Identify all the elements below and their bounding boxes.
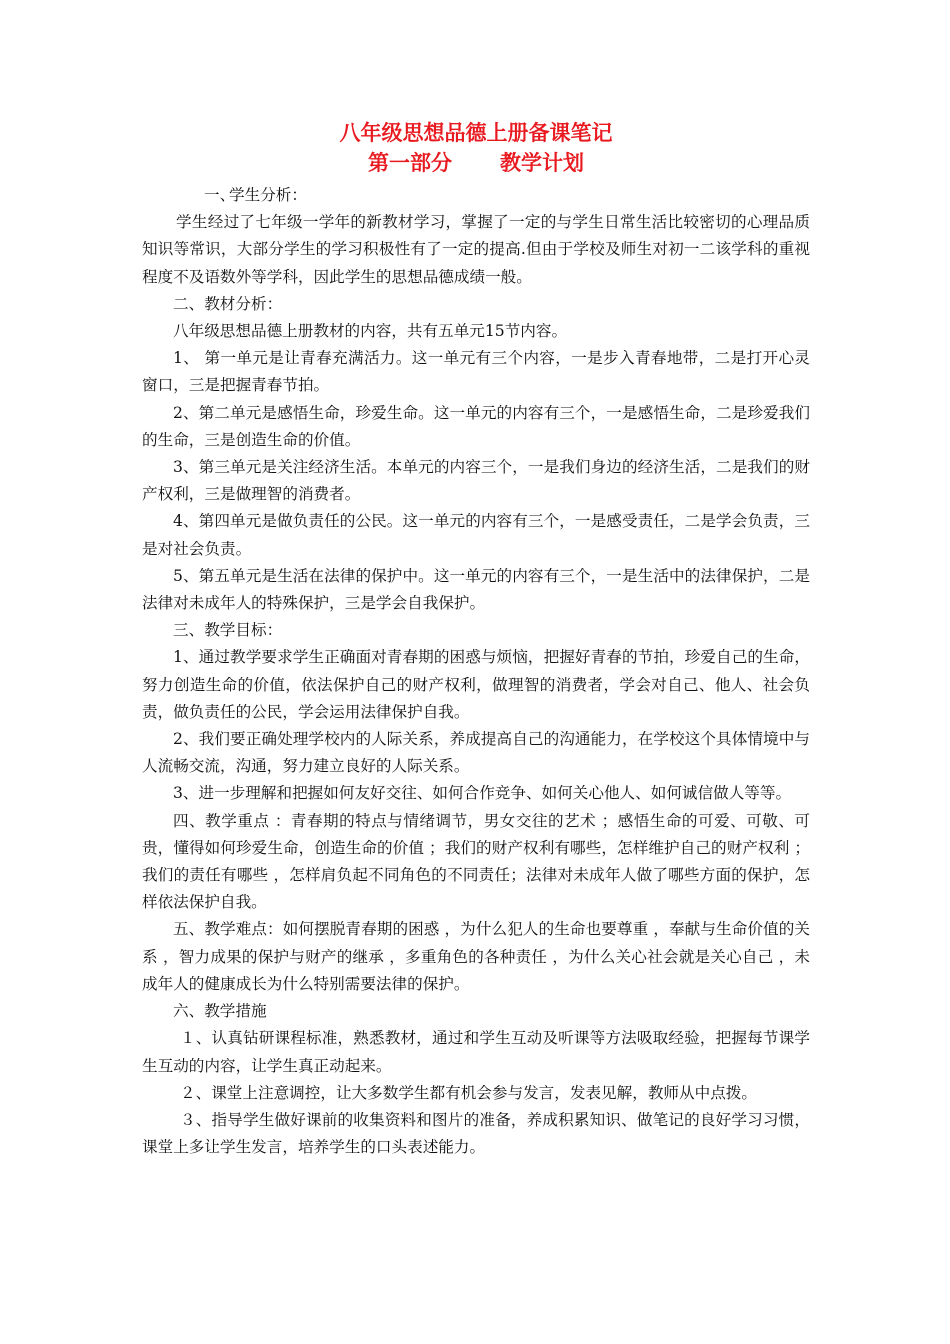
subtitle-topic: 教学计划 bbox=[500, 150, 584, 175]
section-3-item-1: 1、通过教学要求学生正确面对青春期的困惑与烦恼，把握好青春的节拍，珍爱自己的生命，努力创造生命的价值，依法保护自己的财产权利，做理智的消费者，学会对自己、他人、社会负责，做负责任的公民，学会运用法律保护自我。 bbox=[142, 648, 810, 721]
section-4-paragraph: 四、教学重点 ：青春期的特点与情绪调节，男女交往的艺术 ；感悟生命的可爱、可敬、可贵，懂得如何珍爱生命，创造生命的价值 ；我们的财产权利有哪些，怎样维护自己的财产权利 ；我们的责任有哪些 ，怎样肩负起不同角色的不同责任；法律对未成年人做了哪些方面的保护，怎样依法保护自我。 bbox=[142, 811, 810, 912]
section-5-paragraph: 五、教学难点：如何摆脱青春期的困惑 ，为什么犯人的生命也要尊重 ，奉献与生命价值的关系 ，智力成果的保护与财产的继承 ，多重角色的各种责任 ，为什么关心社会就是关心自己 ，未成年人的健康成长为什么特别需要法律的保护。 bbox=[142, 920, 810, 993]
section-6-item-3: ３、指导学生做好课前的收集资料和图片的准备，养成积累知识、做笔记的良好学习习惯，课堂上多让学生发言，培养学生的口头表述能力。 bbox=[142, 1110, 810, 1157]
section-1-title: 学生分析： bbox=[229, 186, 307, 204]
section-6-item-2: ２、课堂上注意调控，让大多数学生都有机会参与发言，发表见解，教师从中点拨。 bbox=[180, 1083, 757, 1102]
section-3-item-2: 2、我们要正确处理学校内的人际关系，养成提高自己的沟通能力，在学校这个具体情境中与人流畅交流，沟通，努力建立良好的人际关系。 bbox=[142, 730, 810, 776]
doc-title: 八年级思想品德上册备课笔记 bbox=[339, 120, 613, 145]
section-2-intro: 八年级思想品德上册教材的内容，共有五单元15节内容。 bbox=[173, 322, 568, 341]
document-page bbox=[142, 118, 810, 1161]
section-2-item-2: 2、第二单元是感悟生命，珍爱生命。这一单元的内容有三个，一是感悟生命，二是珍爱我们的生命，三是创造生命的价值。 bbox=[142, 403, 810, 449]
section-1-heading bbox=[142, 182, 810, 209]
subtitle-part: 第一部分 bbox=[368, 150, 452, 175]
section-1-paragraph: 学生经过了七年级一学年的新教材学习，掌握了一定的与学生日常生活比较密切的心理品质知识等常识，大部分学生的学习积极性有了一定的提高.但由于学校及师生对初一二该学科的重视程度不及语数外等学科，因此学生的思想品德成绩一般。 bbox=[142, 213, 810, 286]
section-6-heading: 六、教学措施 bbox=[173, 1002, 267, 1021]
section-3-item-3: 3、进一步理解和把握如何友好交往、如何合作竞争、如何关心他人、如何诚信做人等等。 bbox=[173, 784, 792, 803]
section-2-item-1: 1、 第一单元是让青春充满活力。这一单元有三个内容，一是步入青春地带，二是打开心灵窗口，三是把握青春节拍。 bbox=[142, 349, 810, 395]
section-2-item-5: 5、第五单元是生活在法律的保护中。这一单元的内容有三个，一是生活中的法律保护，二是法律对未成年人的特殊保护，三是学会自我保护。 bbox=[142, 566, 810, 613]
section-2-item-4: 4、第四单元是做负责任的公民。这一单元的内容有三个，一是感受责任，二是学会负责，三是对社会负责。 bbox=[142, 512, 810, 558]
section-2-heading: 二、教材分析： bbox=[173, 294, 283, 313]
section-2-item-3: 3、第三单元是关注经济生活。本单元的内容三个，一是我们身边的经济生活，二是我们的财产权利，三是做理智的消费者。 bbox=[142, 458, 810, 504]
section-1-number: 一、 bbox=[204, 186, 236, 204]
doc-subtitle bbox=[142, 148, 810, 178]
section-6-item-1: １、认真钻研课程标准，熟悉教材，通过和学生互动及听课等方法吸取经验，把握每节课学生互动的内容，让学生真正动起来。 bbox=[142, 1029, 810, 1075]
section-3-heading: 三、教学目标： bbox=[173, 621, 283, 640]
